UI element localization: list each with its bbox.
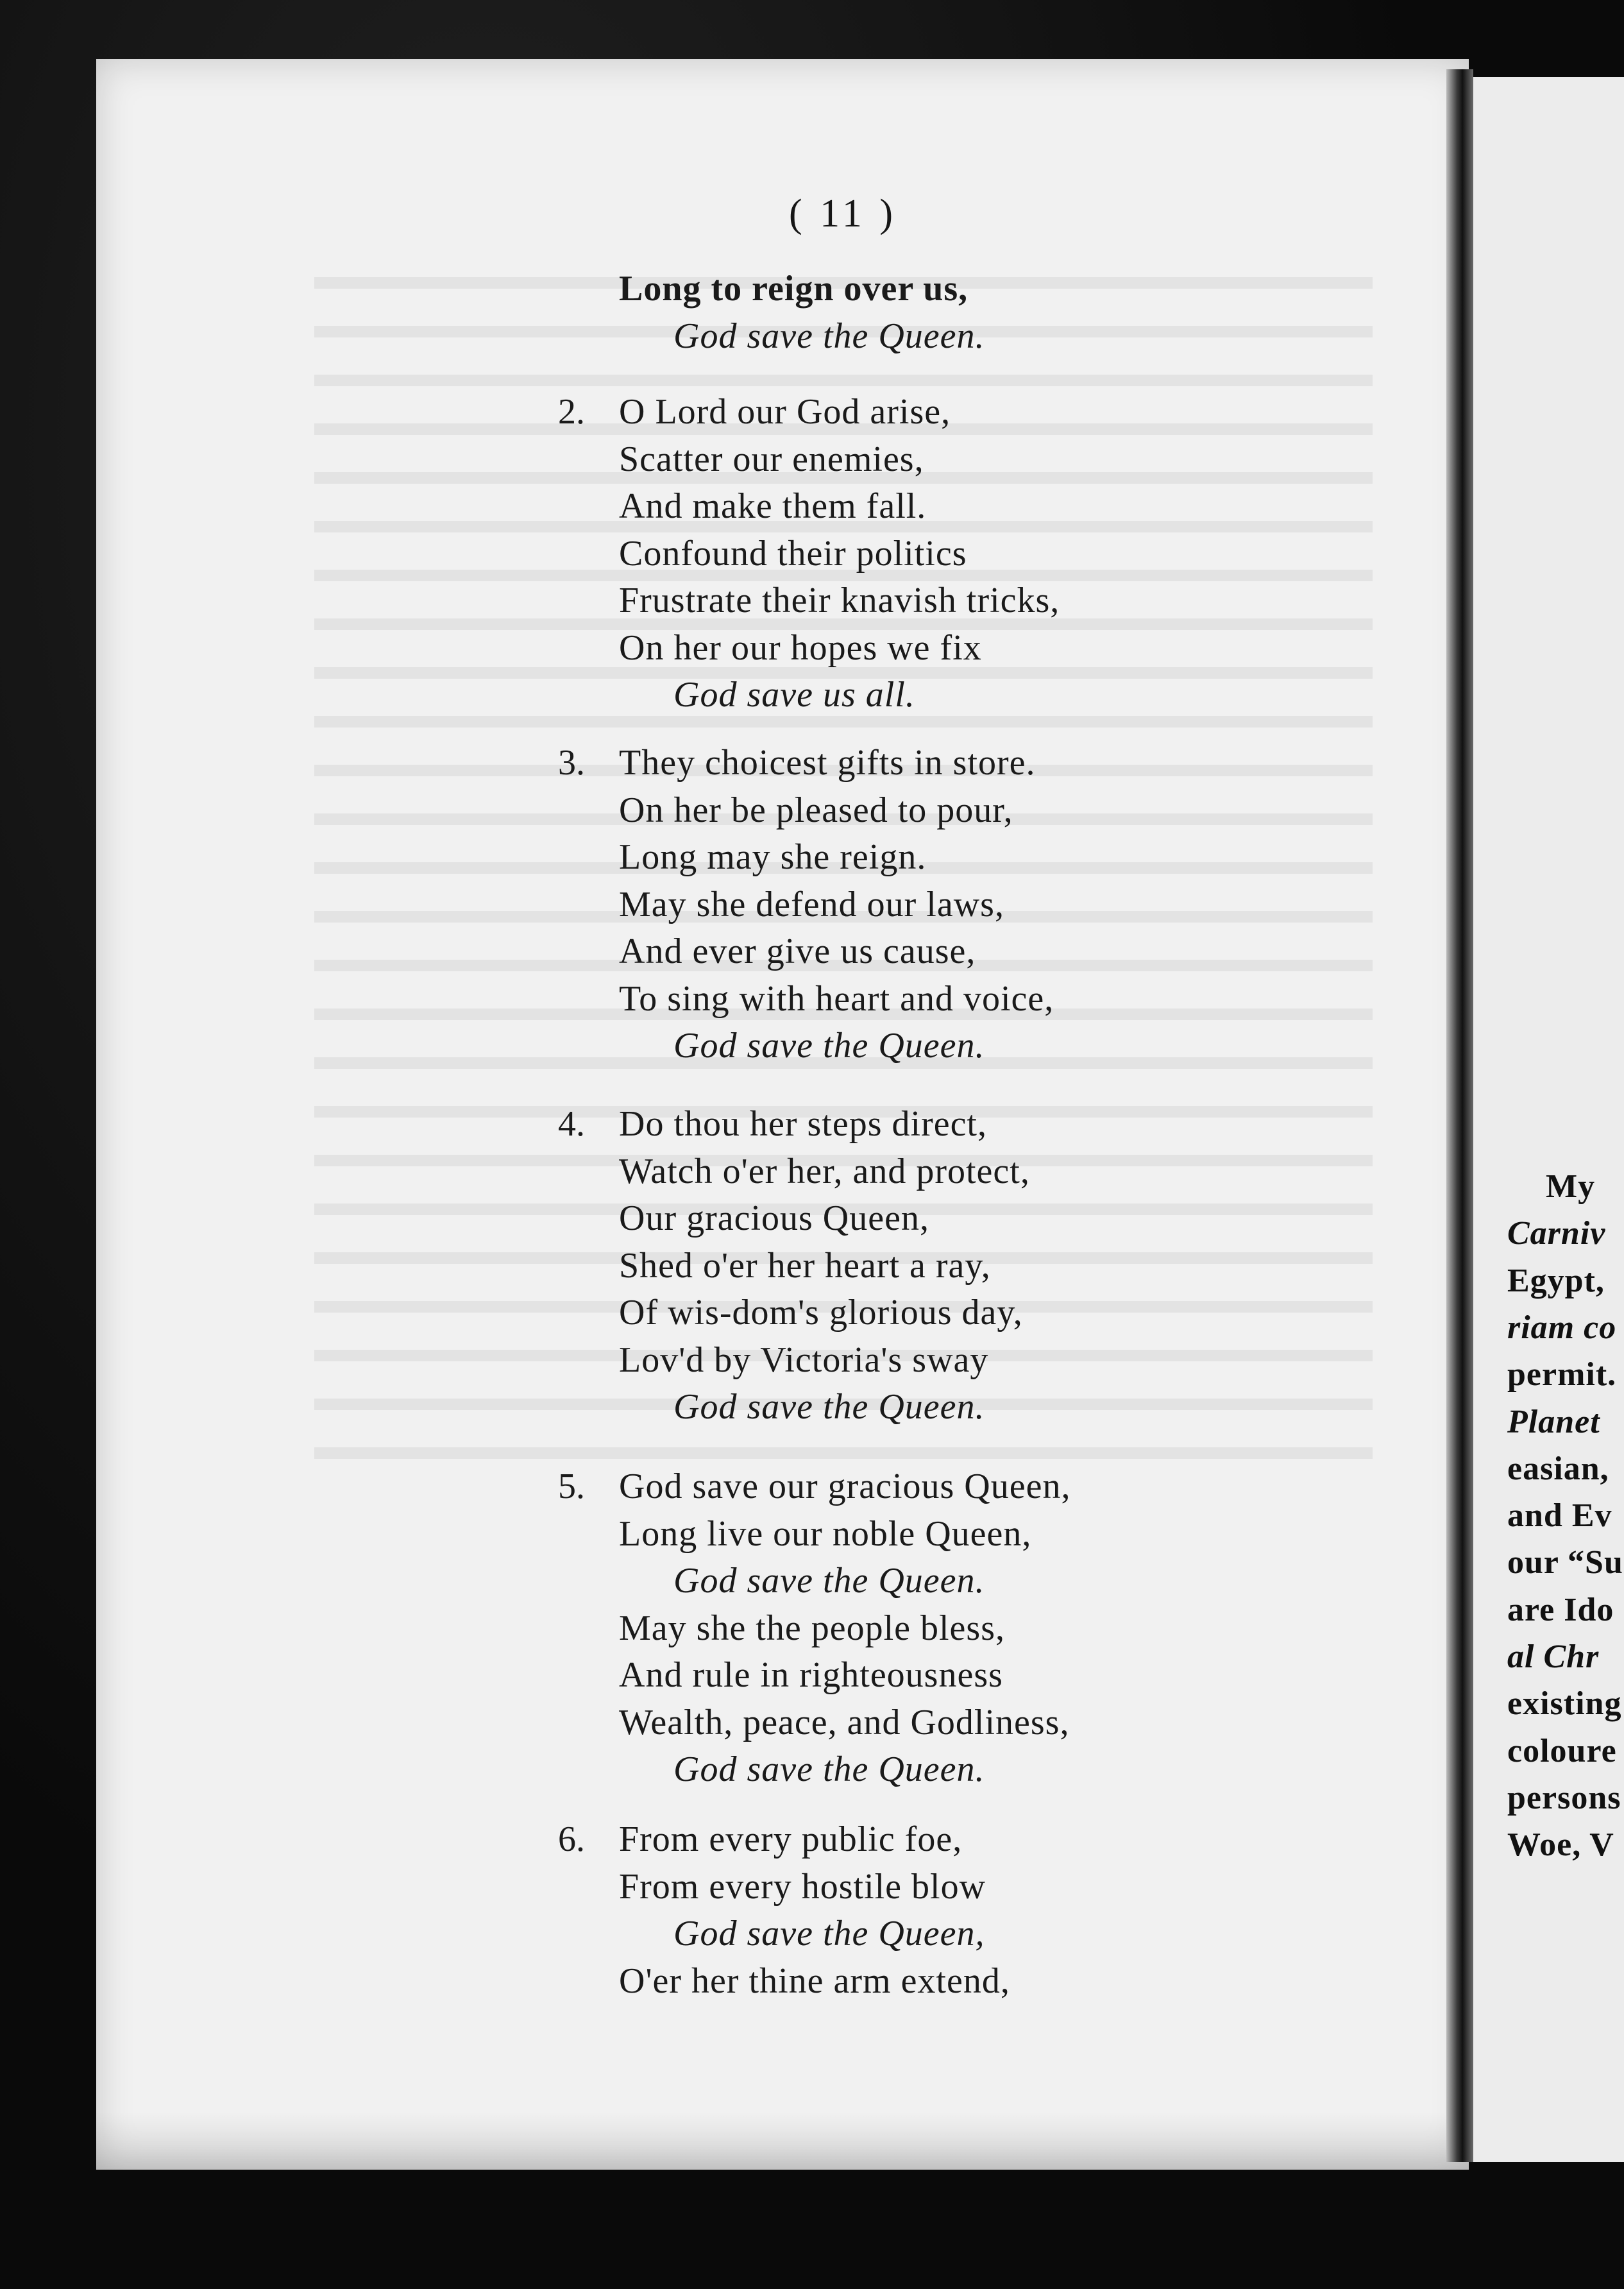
verse-line: Frustrate their knavish tricks, bbox=[619, 581, 1060, 620]
verse-line: May she the people bless, bbox=[619, 1608, 1005, 1648]
facing-page-fragment: My bbox=[1546, 1168, 1596, 1205]
verse-number: 3. bbox=[558, 743, 585, 783]
facing-page-fragment: al Chr bbox=[1507, 1638, 1600, 1675]
facing-page-fragment: Carniv bbox=[1507, 1215, 1606, 1252]
facing-page-fragment: Egypt, bbox=[1507, 1262, 1605, 1299]
verse-line: On her our hopes we fix bbox=[619, 627, 982, 668]
verse-line: Scatter our enemies, bbox=[619, 439, 924, 479]
verse-line: And make them fall. bbox=[619, 486, 927, 526]
verse-line: Long live our noble Queen, bbox=[619, 1513, 1032, 1554]
verse-line: From every public foe, bbox=[619, 1819, 963, 1859]
refrain-line: God save the Queen. bbox=[673, 316, 985, 356]
verse-line: Do thou her steps direct, bbox=[619, 1104, 987, 1144]
verse-line: Our gracious Queen, bbox=[619, 1198, 929, 1238]
verse-line: May she defend our laws, bbox=[619, 884, 1004, 924]
facing-page-fragment: our “Su bbox=[1507, 1544, 1623, 1581]
verse-line: On her be pleased to pour, bbox=[619, 790, 1013, 830]
verse-line: And rule in righteousness bbox=[619, 1655, 1003, 1695]
facing-page-fragment: and Ev bbox=[1507, 1497, 1612, 1535]
verse-line: Wealth, peace, and Godliness, bbox=[619, 1702, 1070, 1742]
refrain-line: God save the Queen. bbox=[673, 1561, 985, 1601]
verse-number: 4. bbox=[558, 1104, 585, 1144]
verse-line: Long to reign over us, bbox=[619, 269, 968, 309]
facing-page-fragment: easian, bbox=[1507, 1450, 1609, 1487]
verse-line: Confound their politics bbox=[619, 533, 967, 574]
page-number: ( 11 ) bbox=[789, 192, 897, 235]
facing-page-fragment: persons bbox=[1507, 1779, 1621, 1816]
refrain-line: God save the Queen. bbox=[673, 1026, 985, 1066]
book-gutter bbox=[1446, 69, 1473, 2162]
refrain-line: God save the Queen. bbox=[673, 1387, 985, 1427]
verse-line: Shed o'er her heart a ray, bbox=[619, 1245, 991, 1286]
facing-page-fragment: coloure bbox=[1507, 1732, 1617, 1769]
verse-line: O Lord our God arise, bbox=[619, 392, 951, 432]
verse-line: To sing with heart and voice, bbox=[619, 978, 1054, 1019]
verse-line: Long may she reign. bbox=[619, 837, 927, 877]
refrain-line: God save us all. bbox=[673, 675, 915, 715]
refrain-line: God save the Queen. bbox=[673, 1749, 985, 1789]
verse-line: Of wis-dom's glorious day, bbox=[619, 1293, 1023, 1332]
facing-page-fragment: Woe, V bbox=[1507, 1826, 1614, 1864]
verse-line: Lov'd by Victoria's sway bbox=[619, 1340, 989, 1380]
verse-line: From every hostile blow bbox=[619, 1866, 986, 1907]
refrain-line: God save the Queen, bbox=[673, 1914, 985, 1953]
verse-number: 5. bbox=[558, 1467, 585, 1506]
verse-line: They choicest gifts in store. bbox=[619, 743, 1036, 783]
facing-page-fragment: Planet bbox=[1507, 1403, 1600, 1440]
verse-number: 2. bbox=[558, 392, 585, 432]
verse-line: Watch o'er her, and protect, bbox=[619, 1151, 1030, 1191]
facing-page-fragment: existing bbox=[1507, 1685, 1622, 1723]
verse-line: And ever give us cause, bbox=[619, 932, 976, 971]
facing-page-fragment: riam co bbox=[1507, 1309, 1617, 1346]
facing-page-fragment: permit. bbox=[1507, 1356, 1617, 1393]
verse-line: God save our gracious Queen, bbox=[619, 1467, 1071, 1506]
verse-line: O'er her thine arm extend, bbox=[619, 1961, 1010, 2001]
facing-page-fragment: are Ido bbox=[1507, 1591, 1614, 1628]
verse-number: 6. bbox=[558, 1819, 585, 1859]
